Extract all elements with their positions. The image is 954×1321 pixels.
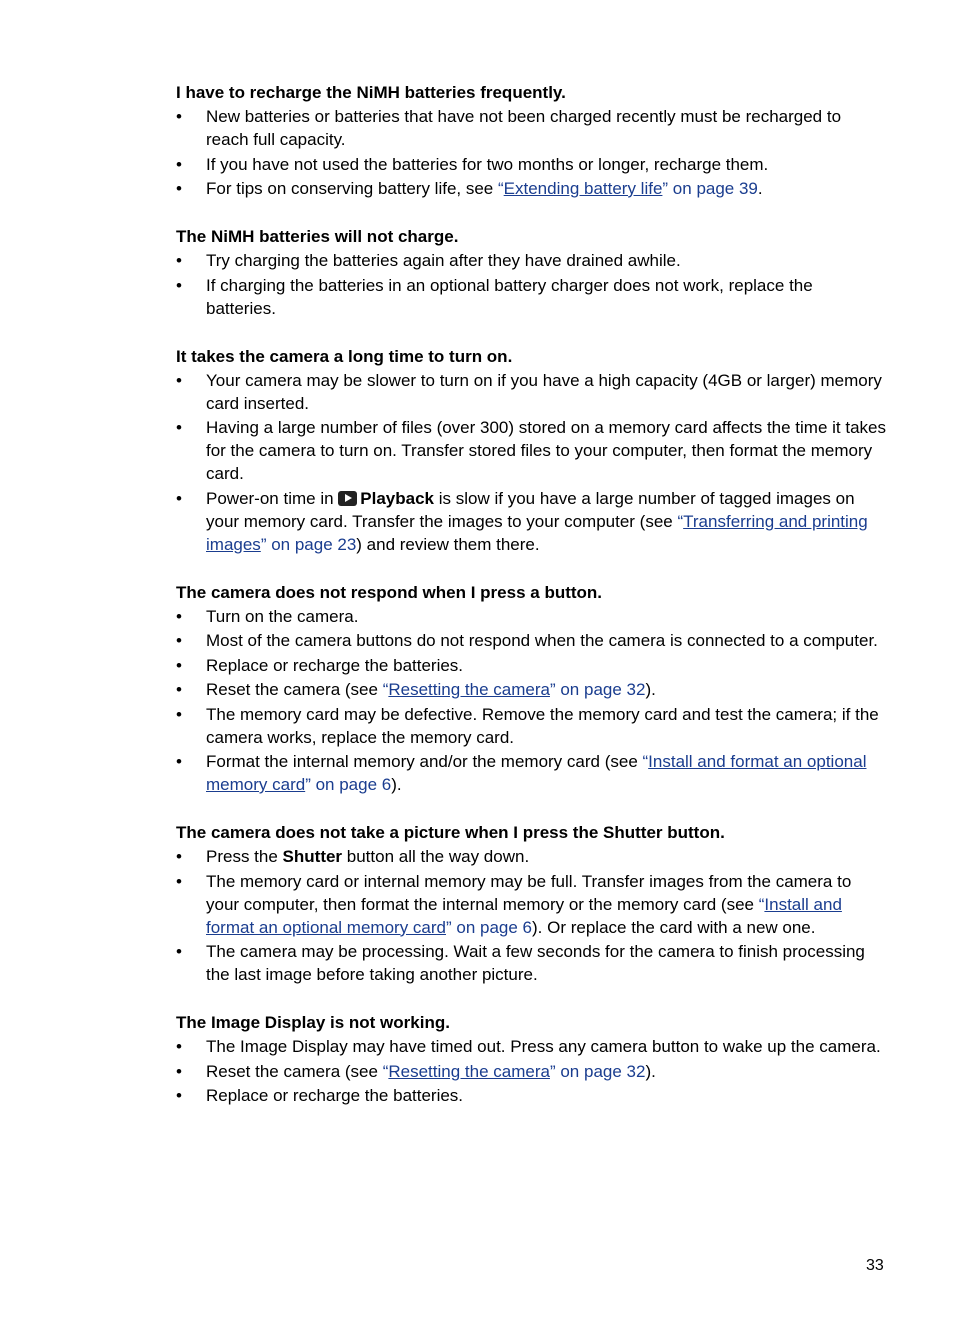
section-heading: I have to recharge the NiMH batteries frequently. xyxy=(176,83,566,102)
item-text: Press the xyxy=(206,847,283,866)
list-item xyxy=(176,703,886,749)
item-text: For tips on conserving battery life, see xyxy=(206,179,498,198)
link-title: Install and format an optional memory card xyxy=(206,752,867,794)
list-item xyxy=(176,629,886,652)
list-item xyxy=(176,177,886,200)
list-item xyxy=(176,274,886,320)
link-open-quote: “ xyxy=(497,179,504,198)
item-text: ). xyxy=(391,775,402,794)
section-heading: It takes the camera a long time to turn on. xyxy=(176,346,513,366)
item-text: Format the internal memory and/or the memory card (see xyxy=(206,752,643,771)
link-title: Resetting the camera xyxy=(388,1061,550,1081)
bullet-list xyxy=(176,369,886,556)
cross-reference-link[interactable] xyxy=(383,1062,646,1081)
item-text: . xyxy=(757,179,763,198)
troubleshooting-section xyxy=(176,225,886,320)
troubleshooting-section xyxy=(176,1011,886,1107)
cross-reference-link[interactable] xyxy=(498,179,758,198)
list-item xyxy=(176,870,886,939)
list-item xyxy=(176,487,886,556)
list-item xyxy=(176,249,886,272)
item-text: The camera may be processing. Wait a few seconds for the camera to finish processing the last image before taking another picture. xyxy=(206,942,865,984)
link-open-quote: “ xyxy=(382,1061,389,1081)
item-text: If you have not used the batteries for two months or longer, recharge them. xyxy=(206,154,769,174)
item-text: Power-on time in xyxy=(206,488,339,508)
link-title: Install and format an optional memory card xyxy=(206,894,842,937)
playback-icon xyxy=(338,491,357,506)
link-page-ref: ” on page 6 xyxy=(305,775,392,794)
list-item xyxy=(176,605,886,628)
list-item xyxy=(176,678,886,701)
page-number: 33 xyxy=(866,1257,884,1274)
link-page-ref: ” on page 23 xyxy=(260,534,357,554)
cross-reference-link[interactable] xyxy=(383,680,646,699)
item-text: is slow if you have a large number of tagged images on your memory card. Transfer the images to your computer (see xyxy=(206,488,855,531)
item-text: New batteries or batteries that have not been charged recently must be recharged to reach full capacity. xyxy=(206,107,842,149)
troubleshooting-content xyxy=(176,81,886,1132)
link-page-ref: ” on page 32 xyxy=(549,680,646,699)
link-open-quote: “ xyxy=(758,894,765,914)
item-text: Try charging the batteries again after they have drained awhile. xyxy=(206,251,681,270)
list-item xyxy=(176,1035,886,1058)
item-text: ). xyxy=(645,680,656,699)
troubleshooting-section xyxy=(176,345,886,556)
item-text: ). Or replace the card with a new one. xyxy=(532,917,816,937)
link-page-ref: ” on page 6 xyxy=(446,917,533,937)
bullet-list xyxy=(176,605,886,797)
link-title: Extending battery life xyxy=(503,179,663,198)
item-text: Replace or recharge the batteries. xyxy=(206,1086,464,1105)
section-heading: The camera does not take a picture when I press the Shutter button. xyxy=(176,823,725,842)
link-open-quote: “ xyxy=(382,680,389,699)
item-text: The Image Display may have timed out. Press any camera button to wake up the camera. xyxy=(206,1037,881,1056)
troubleshooting-section xyxy=(176,821,886,986)
section-heading: The camera does not respond when I press a button. xyxy=(176,582,603,602)
list-item xyxy=(176,845,886,868)
item-text: Your camera may be slower to turn on if you have a high capacity (4GB or larger) memory card inserted. xyxy=(206,370,882,413)
item-text: Having a large number of files (over 300) stored on a memory card affects the time it takes for the camera to turn on. Transfer stored files to your computer, then format the memory card. xyxy=(206,418,886,483)
bold-term: Playback xyxy=(360,488,435,508)
link-title: Resetting the camera xyxy=(388,680,550,699)
item-text: Replace or recharge the batteries. xyxy=(206,655,464,675)
section-heading: The NiMH batteries will not charge. xyxy=(176,227,459,246)
item-text: Reset the camera (see xyxy=(206,680,383,699)
link-page-ref: ” on page 39 xyxy=(662,179,758,198)
list-item xyxy=(176,369,886,415)
bullet-list xyxy=(176,845,886,986)
section-heading: The Image Display is not working. xyxy=(176,1013,450,1032)
bullet-list xyxy=(176,1035,886,1107)
bullet-list xyxy=(176,249,886,320)
link-open-quote: “ xyxy=(642,752,649,771)
item-text: If charging the batteries in an optional battery charger does not work, replace the batteries. xyxy=(206,275,813,318)
bullet-list xyxy=(176,105,886,200)
troubleshooting-section xyxy=(176,81,886,200)
link-page-ref: ” on page 32 xyxy=(549,1061,646,1081)
list-item xyxy=(176,105,886,151)
item-text: Turn on the camera. xyxy=(206,606,359,626)
list-item xyxy=(176,1060,886,1083)
item-text: Most of the camera buttons do not respond when the camera is connected to a computer. xyxy=(206,631,878,650)
troubleshooting-section xyxy=(176,581,886,797)
item-text: button all the way down. xyxy=(342,847,530,866)
item-text: ). xyxy=(645,1061,656,1081)
item-text: Reset the camera (see xyxy=(206,1061,383,1081)
list-item xyxy=(176,416,886,485)
list-item xyxy=(176,1084,886,1107)
list-item xyxy=(176,940,886,986)
list-item xyxy=(176,153,886,176)
item-text: The memory card or internal memory may be full. Transfer images from the camera to your computer, then format the internal memory or the memory card (see xyxy=(206,871,852,914)
link-title: Transferring and printing images xyxy=(206,511,868,554)
link-open-quote: “ xyxy=(677,511,684,531)
bold-term: Shutter xyxy=(282,847,343,866)
list-item xyxy=(176,750,886,796)
item-text: ) and review them there. xyxy=(356,534,540,554)
list-item xyxy=(176,654,886,677)
item-text: The memory card may be defective. Remove the memory card and test the camera; if the camera works, replace the memory card. xyxy=(206,704,879,747)
